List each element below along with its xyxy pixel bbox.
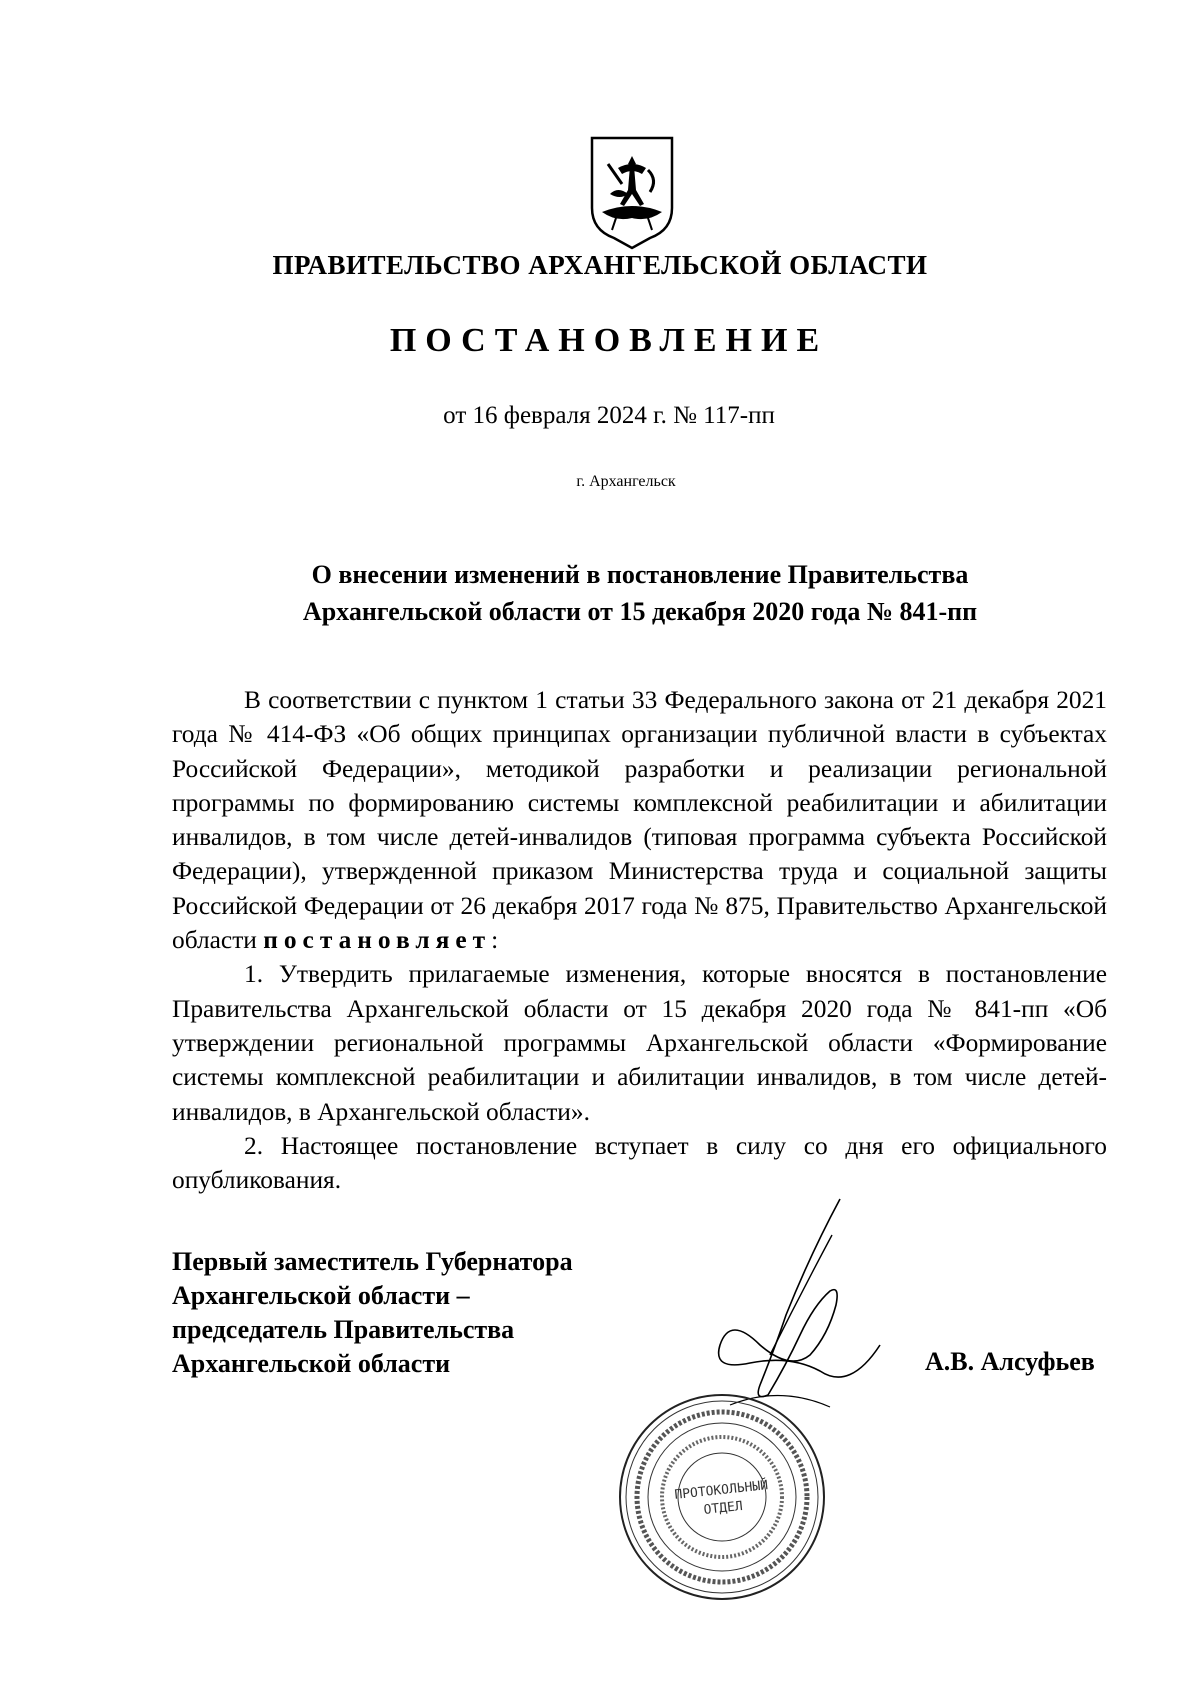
signatory-title	[172, 1245, 573, 1381]
document-city: г. Архангельск	[576, 473, 676, 490]
preamble-paragraph	[172, 683, 1107, 957]
item-2-paragraph: 2. Настоящее постановление вступает в силу со дня его официального опубликования.	[172, 1131, 1107, 1195]
item-1-paragraph: 1. Утвердить прилагаемые изменения, которые вносятся в постановление Правительства Архангельской области от 15 декабря 2020 года № 841-пп «Об утверждении региональной программы Архангельской области «Формирование системы комплексной реабилитации и абилитации инвалидов, в том числе детей-инвалидов, в Архангельской области».	[172, 960, 1107, 1126]
coat-of-arms-icon	[588, 134, 676, 250]
signatory-title-line: Архангельской области –	[172, 1281, 470, 1310]
preamble-text: В соответствии с пунктом 1 статьи 33 Федерального закона от 21 декабря 2021 года № 414-ФЗ «Об общих принципах организации публичной власти в субъектах Российской Федерации», методикой разработки и реализации региональной программы по формированию системы комплексной реабилитации и абилитации инвалидов, в том числе детей-инвалидов (типовая программа субъекта Российской Федерации), утвержденной приказом Министерства труда и социальной защиты Российской Федерации от 26 декабря 2017 года № 875, Правительство Архангельской области	[172, 686, 1107, 955]
title-line: О внесении изменений в постановление Правительства	[311, 560, 969, 589]
signatory-name: А.В. Алсуфьев	[925, 1347, 1095, 1376]
stamp-center-line: ОТДЕЛ	[702, 1498, 744, 1518]
document-type: ПОСТАНОВЛЕНИЕ	[389, 322, 829, 359]
stamp-center-line: ПРОТОКОЛЬНЫЙ	[673, 1478, 769, 1503]
signatory-title-line: Архангельской области	[172, 1349, 451, 1378]
document-title	[200, 556, 1080, 630]
government-name: ПРАВИТЕЛЬСТВО АРХАНГЕЛЬСКОЙ ОБЛАСТИ	[272, 250, 928, 280]
resolves-word: постановляет	[263, 926, 492, 955]
resolves-colon: :	[491, 926, 499, 955]
document-date-number: от 16 февраля 2024 г. № 117-пп	[443, 402, 775, 429]
title-line: Архангельской области от 15 декабря 2020 года № 841-пп	[302, 597, 978, 626]
handwritten-signature	[690, 1195, 890, 1415]
document-body	[172, 683, 1107, 1197]
official-stamp	[615, 1390, 830, 1605]
signatory-title-line: Первый заместитель Губернатора	[172, 1247, 573, 1276]
signatory-title-line: председатель Правительства	[172, 1315, 515, 1344]
